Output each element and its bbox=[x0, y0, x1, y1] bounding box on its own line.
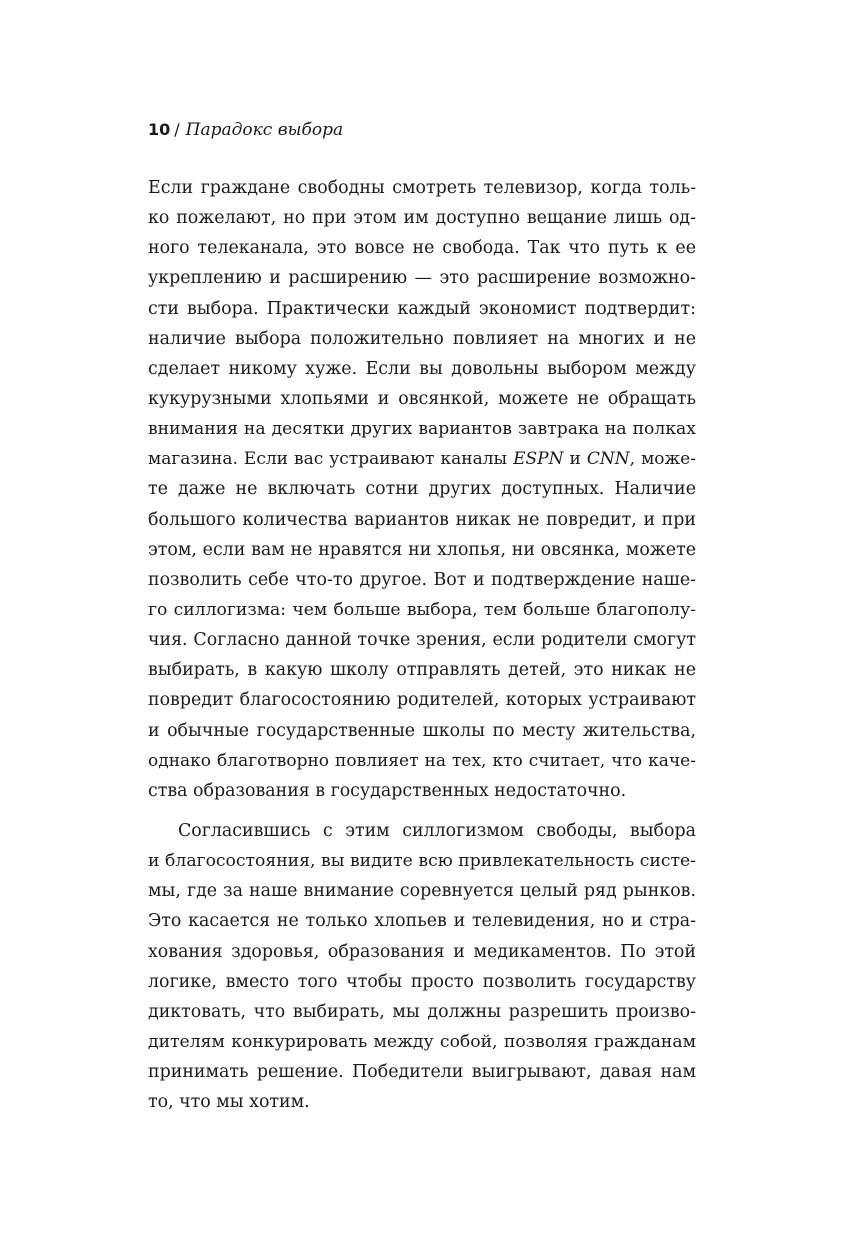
text-line: логике, вместо того чтобы просто позволить государству bbox=[148, 971, 696, 992]
text-line: внимания на десятки других вариантов завтрака на полках bbox=[148, 419, 696, 440]
text-line: ства образования в государственных недостаточно. bbox=[148, 780, 627, 801]
text-line: хования здоровья, образования и медикаментов. По этой bbox=[148, 941, 696, 962]
text-line: мы, где за наше внимание соревнуется целый ряд рынков. bbox=[148, 881, 696, 902]
text-line: то, что мы хотим. bbox=[148, 1092, 310, 1113]
text-line: наличие выбора положительно повлияет на многих и не bbox=[148, 328, 696, 349]
page-number: 10 bbox=[148, 120, 171, 139]
text-line: принимать решение. Победители выигрывают, давая нам bbox=[148, 1062, 696, 1083]
channel-name-cnn: CNN bbox=[586, 449, 630, 470]
text-line: сти выбора. Практически каждый экономист подтвердит: bbox=[148, 298, 696, 319]
paragraph-1 bbox=[148, 173, 696, 806]
text-fragment: магазина. Если вас устраивают каналы bbox=[148, 449, 514, 470]
header-separator: / bbox=[174, 120, 180, 139]
text-line: дителям конкурировать между собой, позволяя гражданам bbox=[148, 1031, 696, 1052]
text-line: большого количества вариантов никак не повредит, и при bbox=[148, 509, 696, 530]
text-line: этом, если вам не нравятся ни хлопья, ни овсянка, можете bbox=[148, 539, 696, 560]
text-line: кукурузными хлопьями и овсянкой, можете не обращать bbox=[148, 388, 696, 409]
running-header bbox=[148, 118, 343, 142]
text-line: однако благотворно повлияет на тех, кто считает, что каче- bbox=[148, 750, 696, 771]
text-line: и обычные государственные школы по месту жительства, bbox=[148, 720, 696, 741]
text-line: го силлогизма: чем больше выбора, тем больше благополу- bbox=[148, 599, 696, 620]
paragraph-2 bbox=[148, 816, 696, 1117]
channel-name-espn: ESPN bbox=[513, 449, 564, 470]
text-line: Если граждане свободны смотреть телевизор, когда толь- bbox=[148, 178, 696, 198]
text-line: чия. Согласно данной точке зрения, если родители смогут bbox=[148, 630, 696, 651]
text-line: выбирать, в какую школу отправлять детей, это никак не bbox=[148, 660, 696, 681]
text-line: Это касается не только хлопьев и телевидения, но и стра- bbox=[148, 911, 696, 932]
body-text bbox=[148, 173, 696, 1117]
text-line: ко пожелают, но при этом им доступно вещание лишь од- bbox=[148, 208, 696, 229]
text-line: ного телеканала, это вовсе не свобода. Так что путь к ее bbox=[148, 238, 696, 259]
text-line: и благосостояния, вы видите всю привлекательность систе- bbox=[148, 851, 696, 872]
text-line: Согласившись с этим силлогизмом свободы, выбора bbox=[178, 820, 696, 841]
text-line: сделает никому хуже. Если вы довольны выбором между bbox=[148, 358, 696, 379]
text-line: те даже не включать сотни других доступных. Наличие bbox=[148, 479, 696, 500]
text-line: укреплению и расширению — это расширение возможно- bbox=[148, 268, 696, 289]
text-fragment: , може- bbox=[629, 449, 696, 470]
text-line: повредит благосостоянию родителей, которых устраивают bbox=[148, 690, 696, 711]
text-line: позволить себе что-то другое. Вот и подтверждение наше- bbox=[148, 569, 696, 590]
paragraph-gap bbox=[148, 806, 696, 816]
book-title: Парадокс выбора bbox=[185, 120, 344, 140]
text-line: диктовать, что выбирать, мы должны разрешить произво- bbox=[148, 1001, 696, 1022]
text-fragment: и bbox=[563, 449, 587, 470]
text-line-with-channels bbox=[148, 444, 696, 474]
